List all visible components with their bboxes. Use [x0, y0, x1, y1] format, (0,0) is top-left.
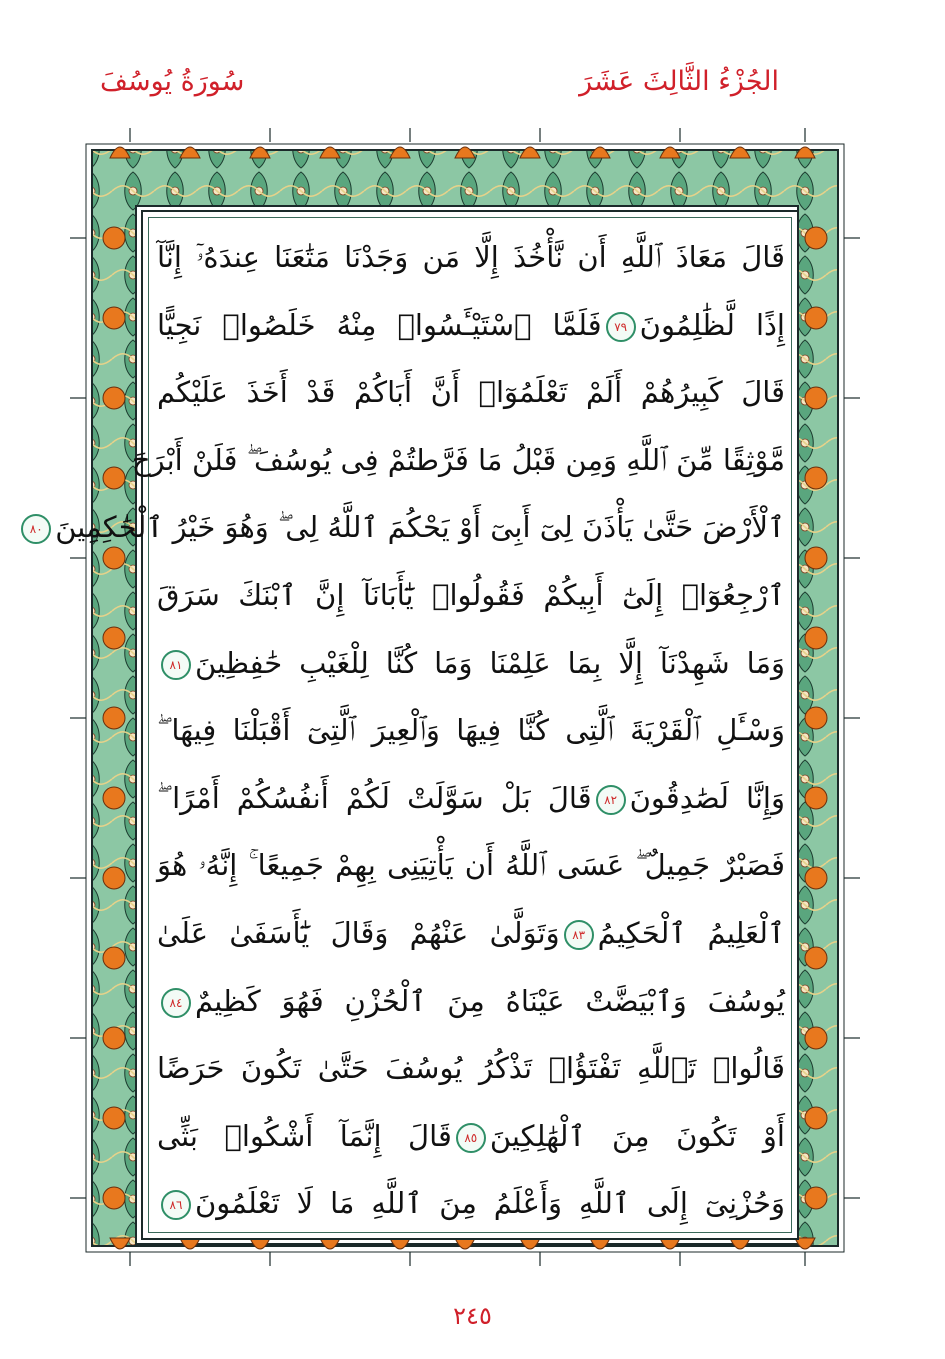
ayah-number-marker: ٧٩: [606, 312, 636, 342]
verse-line: [157, 765, 785, 833]
verse-line: [157, 900, 785, 968]
verse-line: [157, 832, 785, 900]
verse-text: وَحُزْنِىٓ إِلَى ٱللَّهِ وَأَعْلَمُ مِنَ ٱللَّهِ مَا لَا تَعْلَمُونَ: [195, 1186, 785, 1221]
verse-line: [157, 224, 785, 292]
verse-line: [157, 359, 785, 427]
surah-name-header: سُورَةُ يُوسُفَ: [100, 66, 245, 97]
verse-line: [157, 1170, 785, 1238]
verse-line: [131, 427, 785, 495]
juz-name-header: الجُزْءُ الثَّالِثَ عَشَرَ: [579, 66, 779, 97]
verse-text: قَالُوا۟ تَٱللَّهِ تَفْتَؤُا۟ تَذْكُرُ يُوسُفَ حَتَّىٰ تَكُونَ حَرَضًا: [157, 1051, 785, 1086]
text-lines: [29, 224, 785, 1238]
verse-text: ٱرْجِعُوٓا۟ إِلَىٰٓ أَبِيكُمْ فَقُولُوا۟ يَٰٓأَبَانَآ إِنَّ ٱبْنَكَ سَرَقَ: [157, 577, 785, 612]
verse-text: قَالَ بَلْ سَوَّلَتْ لَكُمْ أَنفُسُكُمْ أَمْرًا ۖ: [157, 780, 592, 815]
verse-line: [157, 562, 785, 630]
verse-text: وَتَوَلَّىٰ عَنْهُمْ وَقَالَ يَٰٓأَسَفَىٰ عَلَىٰ: [157, 915, 560, 950]
ayah-number-marker: ٨٠: [21, 514, 51, 544]
quran-text-panel: [29, 210, 799, 1240]
ayah-number-marker: ٨٣: [564, 920, 594, 950]
verse-text: وَسْـَٔلِ ٱلْقَرْيَةَ ٱلَّتِى كُنَّا فِيهَا وَٱلْعِيرَ ٱلَّتِىٓ أَقْبَلْنَا فِيهَا ۖ: [157, 713, 785, 748]
ayah-number-marker: ٨٦: [161, 1190, 191, 1220]
ayah-number-marker: ٨٤: [161, 988, 191, 1018]
verse-text: يُوسُفَ وَٱبْيَضَّتْ عَيْنَاهُ مِنَ ٱلْحُزْنِ فَهُوَ كَظِيمٌ: [195, 983, 785, 1018]
verse-line: [157, 697, 785, 765]
verse-line: [157, 292, 785, 360]
verse-text: وَإِنَّا لَصَٰدِقُونَ: [629, 780, 785, 815]
verse-line: [157, 630, 785, 698]
verse-text: وَمَا شَهِدْنَآ إِلَّا بِمَا عَلِمْنَا وَمَا كُنَّا لِلْغَيْبِ حَٰفِظِينَ: [195, 645, 785, 680]
ayah-number-marker: ٨٢: [596, 785, 626, 815]
verse-text: أَوْ تَكُونَ مِنَ ٱلْهَٰلِكِينَ: [489, 1118, 785, 1153]
verse-text: قَالَ مَعَاذَ ٱللَّهِ أَن نَّأْخُذَ إِلَّا مَن وَجَدْنَا مَتَٰعَنَا عِندَهُۥٓ إِنَّآ: [157, 240, 785, 274]
verse-line: [29, 494, 785, 562]
verse-text: قَالَ كَبِيرُهُمْ أَلَمْ تَعْلَمُوٓا۟ أَنَّ أَبَاكُمْ قَدْ أَخَذَ عَلَيْكُم: [157, 375, 785, 410]
verse-text: فَصَبْرٌ جَمِيلٌ ۖ عَسَى ٱللَّهُ أَن يَأْتِيَنِى بِهِمْ جَمِيعًا ۚ إِنَّهُۥ هُوَ: [157, 848, 785, 883]
verse-text: قَالَ إِنَّمَآ أَشْكُوا۟ بَثِّى: [157, 1118, 452, 1153]
verse-line: [157, 968, 785, 1036]
ayah-number-marker: ٨١: [161, 650, 191, 680]
verse-line: [157, 1035, 785, 1103]
verse-text: فَلَمَّا ٱسْتَيْـَٔسُوا۟ مِنْهُ خَلَصُوا۟ نَجِيًّا: [157, 307, 602, 342]
ayah-number-marker: ٨٥: [456, 1123, 486, 1153]
page-number: ٢٤٥: [453, 1302, 492, 1330]
verse-text: ٱلْعَلِيمُ ٱلْحَكِيمُ: [597, 915, 785, 950]
verse-text: ٱلْأَرْضَ حَتَّىٰ يَأْذَنَ لِىٓ أَبِىٓ أَوْ يَحْكُمَ ٱللَّهُ لِى ۖ وَهُوَ خَيْرُ ٱلْحَٰكِمِينَ: [55, 510, 785, 545]
verse-text: مَّوْثِقًا مِّنَ ٱللَّهِ وَمِن قَبْلُ مَا فَرَّطتُمْ فِى يُوسُفَ ۖ فَلَنْ أَبْرَحَ: [131, 442, 785, 477]
verse-line: [157, 1103, 785, 1171]
verse-text: إِذًا لَّظَٰلِمُونَ: [639, 307, 785, 342]
